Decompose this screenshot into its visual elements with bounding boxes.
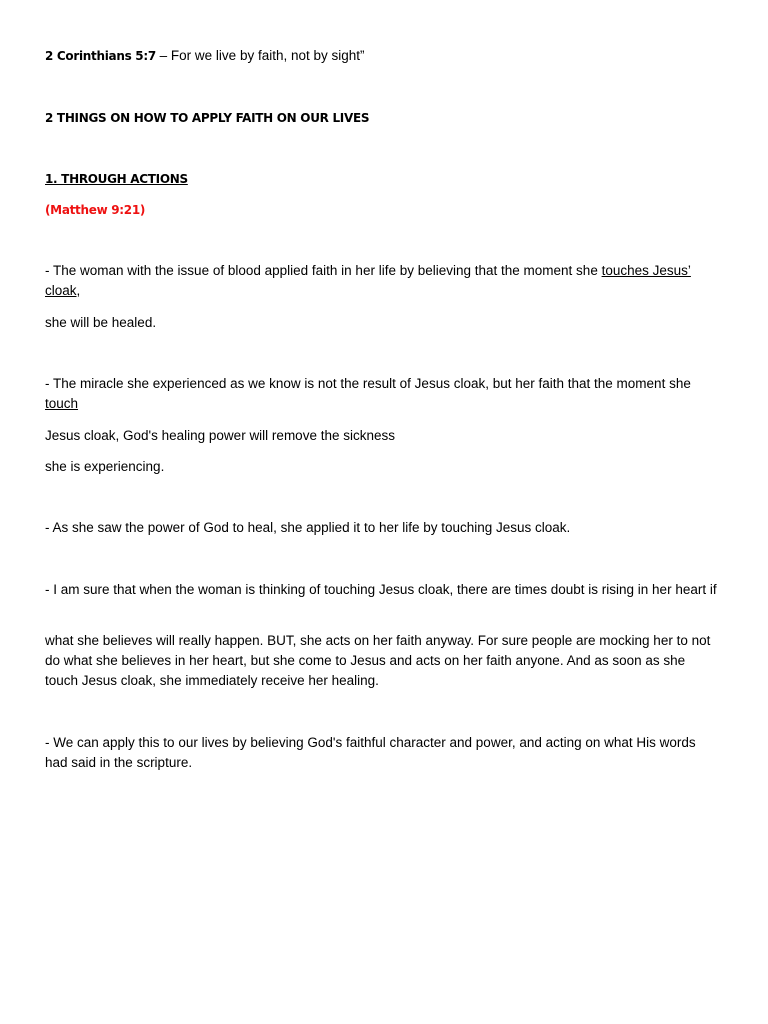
paragraph-2-text: - The miracle she experienced as we know is not the result of Jesus cloak, but her faith that the moment she <box>45 376 691 391</box>
paragraph-2-continued: Jesus cloak, God's healing power will remove the sickness <box>45 428 395 443</box>
section-title: 1. THROUGH ACTIONS <box>45 172 188 186</box>
paragraph-3: - As she saw the power of God to heal, she applied it to her life by touching Jesus cloak. <box>45 520 571 535</box>
section-reference: (Matthew 9:21) <box>45 203 146 217</box>
verse-line <box>45 46 720 66</box>
paragraph-2 <box>45 374 720 414</box>
paragraph-1-underlined: touches Jesus’ cloak <box>45 263 691 298</box>
verse-reference: 2 Corinthians 5:7 <box>45 49 156 63</box>
paragraph-4: - I am sure that when the woman is thinking of touching Jesus cloak, there are times doubt is rising in her heart if <box>45 582 717 597</box>
paragraph-1-text: - The woman with the issue of blood applied faith in her life by believing that the moment she <box>45 263 602 278</box>
paragraph-4-continued: what she believes will really happen. BUT, she acts on her faith anyway. For sure people are mocking her to not do what she believes in her heart, but she come to Jesus and acts on her faith anyone. And as soon as she touch Jesus cloak, she immediately receive her healing. <box>45 633 711 688</box>
paragraph-2-underlined: touch <box>45 396 79 411</box>
main-heading: 2 THINGS ON HOW TO APPLY FAITH ON OUR LIVES <box>45 111 370 125</box>
verse-dash: – <box>155 48 171 63</box>
paragraph-1 <box>45 261 720 301</box>
paragraph-1-comma: , <box>76 283 81 298</box>
paragraph-1-continued: she will be healed. <box>45 315 157 330</box>
paragraph-2-end: she is experiencing. <box>45 459 165 474</box>
verse-text: For we live by faith, not by sight” <box>170 48 365 63</box>
paragraph-5: - We can apply this to our lives by believing God's faithful character and power, and acting on what His words had said in the scripture. <box>45 735 696 770</box>
